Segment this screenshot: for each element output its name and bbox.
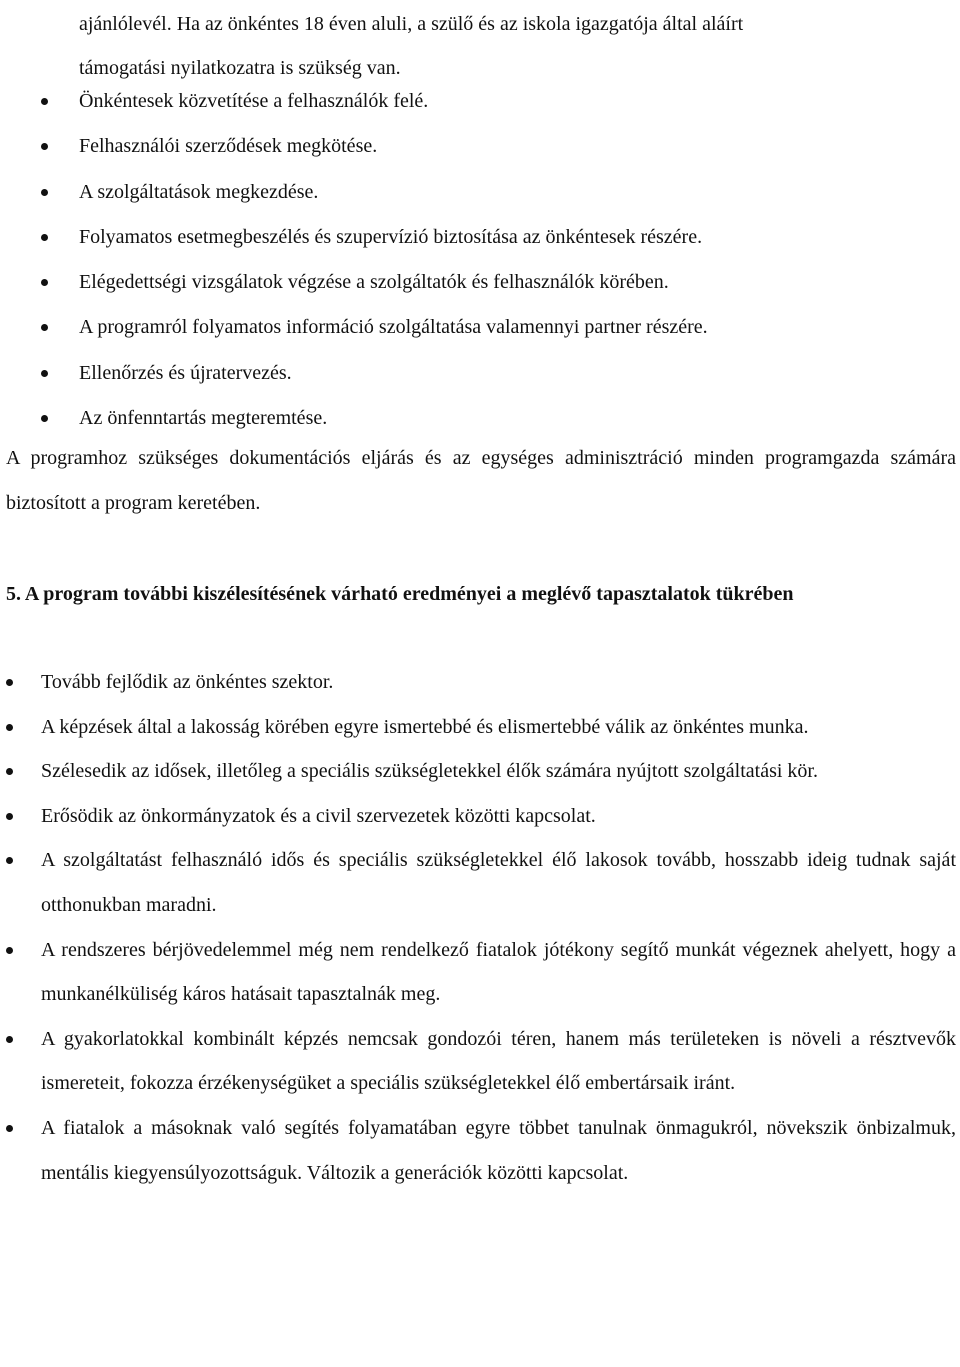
list-item xyxy=(0,170,960,215)
bullet-icon xyxy=(6,1125,13,1132)
list-item-text: A rendszeres bérjövedelemmel még nem rendelkező fiatalok jótékony segítő munkát végeznek ahelyett, hogy a munkanélküliség káros hatásait tapasztalnák meg. xyxy=(41,938,956,1006)
list-item-text: A szolgáltatások megkezdése. xyxy=(79,180,319,203)
bullet-icon xyxy=(6,1036,13,1043)
list-item xyxy=(0,749,956,794)
bullet-icon xyxy=(6,724,13,731)
steps-list xyxy=(0,79,960,441)
list-item xyxy=(0,660,956,705)
list-item xyxy=(0,1017,956,1106)
list-item xyxy=(0,260,960,305)
bullet-icon xyxy=(41,98,48,105)
list-item-text: A szolgáltatást felhasználó idős és speciális szükségletekkel élő lakosok tovább, hosszabb ideig tudnak saját otthonukban maradni. xyxy=(41,849,956,916)
bullet-icon xyxy=(41,324,48,331)
list-item xyxy=(0,79,960,124)
list-item xyxy=(0,928,956,1017)
bullet-icon xyxy=(6,768,13,775)
list-item xyxy=(0,305,960,350)
list-item xyxy=(0,215,960,260)
list-item-text: A programról folyamatos információ szolgáltatása valamennyi partner részére. xyxy=(79,316,708,339)
list-item-text: Önkéntesek közvetítése a felhasználók felé. xyxy=(79,90,429,112)
list-item xyxy=(0,396,960,441)
list-item xyxy=(0,794,956,839)
list-item-text: Folyamatos esetmegbeszélés és szupervízió biztosítása az önkéntesek részére. xyxy=(79,225,703,248)
section-heading: 5. A program további kiszélesítésének várható eredményei a meglévő tapasztalatok tükrében xyxy=(6,583,794,605)
list-item xyxy=(0,351,960,396)
list-item xyxy=(0,124,960,169)
bullet-icon xyxy=(6,947,13,954)
bullet-icon xyxy=(41,279,48,286)
bullet-icon xyxy=(6,857,13,864)
list-item-text: A fiatalok a másoknak való segítés folyamatában egyre többet tanulnak önmagukról, növekszik önbizalmuk, mentális kiegyensúlyozottságuk. Változik a generációk közötti kapcsolat. xyxy=(41,1116,956,1184)
bullet-icon xyxy=(41,415,48,422)
list-item-text: Felhasználói szerződések megkötése. xyxy=(79,135,378,158)
bullet-icon xyxy=(41,234,48,241)
intro-line: támogatási nyilatkozatra is szükség van. xyxy=(79,57,401,79)
bullet-icon xyxy=(6,813,13,820)
list-item-text: A képzések által a lakosság körében egyre ismertebbé és elismertebbé válik az önkéntes munka. xyxy=(41,715,809,738)
bullet-icon xyxy=(41,370,48,377)
continued-paragraph xyxy=(79,2,957,90)
list-item xyxy=(0,838,956,927)
bullet-icon xyxy=(41,189,48,196)
results-list xyxy=(0,660,960,1195)
list-item xyxy=(0,1106,956,1195)
list-item-text: Szélesedik az idősek, illetőleg a speciális szükségletekkel élők számára nyújtott szolgáltatási kör. xyxy=(41,760,818,783)
list-item-text: Erősödik az önkormányzatok és a civil szervezetek közötti kapcsolat. xyxy=(41,804,596,827)
list-item-text: Elégedettségi vizsgálatok végzése a szolgáltatók és felhasználók körében. xyxy=(79,271,669,294)
intro-line: ajánlólevél. Ha az önkéntes 18 éven aluli, a szülő és az iskola igazgatója által aláírt xyxy=(79,13,744,35)
list-item xyxy=(0,705,956,750)
list-item-text: A gyakorlatokkal kombinált képzés nemcsak gondozói téren, hanem más területeken is növeli a résztvevők ismereteit, fokozza érzékenységüket a speciális szükségletekkel élő embertársaik iránt. xyxy=(41,1027,956,1095)
body-paragraph: A programhoz szükséges dokumentációs eljárás és az egységes adminisztráció minden programgazda számára biztosított a program keretében. xyxy=(6,447,956,514)
list-item-text: Tovább fejlődik az önkéntes szektor. xyxy=(41,671,334,693)
list-item-text: Ellenőrzés és újratervezés. xyxy=(79,361,292,384)
list-item-text: Az önfenntartás megteremtése. xyxy=(79,407,328,430)
bullet-icon xyxy=(6,679,13,686)
bullet-icon xyxy=(41,143,48,150)
